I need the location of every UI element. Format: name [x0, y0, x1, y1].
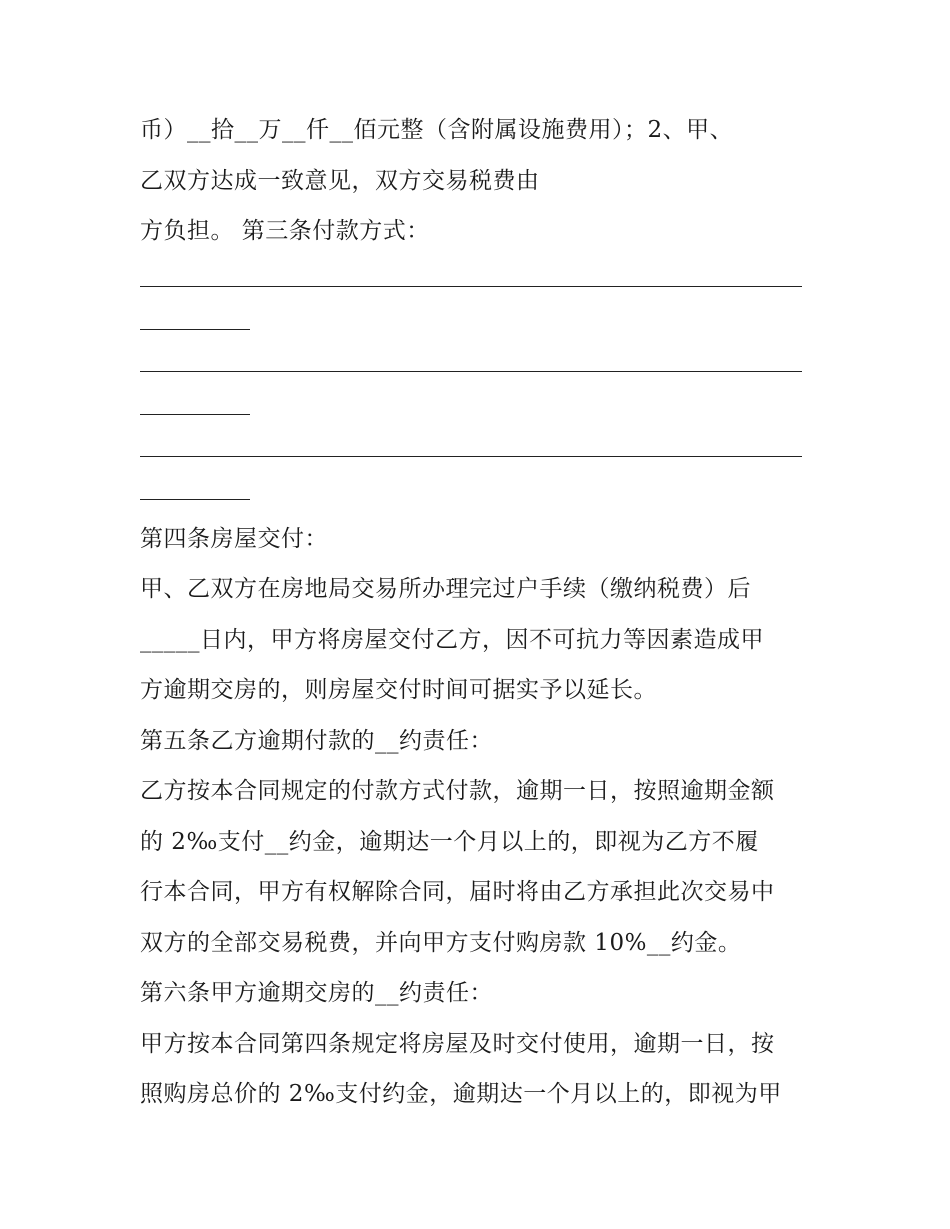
section-heading: 第六条甲方逾期交房的__约责任： — [140, 980, 493, 1006]
section-heading: 第五条乙方逾期付款的__约责任： — [140, 728, 493, 754]
text-line: 双方的全部交易税费，并向甲方支付购房款 10%__约金。 — [140, 930, 742, 956]
text-line: 方逾期交房的，则房屋交付时间可据实予以延长。 — [140, 677, 657, 703]
text-line: 币）__拾__万__仟__佰元整（含附属设施费用）；2、甲、 — [140, 117, 734, 143]
blank-line — [140, 414, 250, 415]
text-line: 方负担。 第三条付款方式： — [140, 218, 430, 244]
text-line: 的 2‰支付__约金，逾期达一个月以上的，即视为乙方不履 — [140, 829, 759, 855]
blank-line — [140, 499, 250, 500]
text-line: 乙方按本合同规定的付款方式付款，逾期一日，按照逾期金额 — [140, 778, 775, 804]
section-heading: 第四条房屋交付： — [140, 526, 328, 552]
text-line: 甲、乙双方在房地局交易所办理完过户手续（缴纳税费）后 — [140, 576, 751, 602]
blank-line — [140, 286, 802, 287]
text-line: 照购房总价的 2‰支付约金，逾期达一个月以上的，即视为甲 — [140, 1081, 782, 1107]
blank-line — [140, 329, 250, 330]
text-line: 甲方按本合同第四条规定将房屋及时交付使用，逾期一日，按 — [140, 1031, 775, 1057]
blank-line — [140, 371, 802, 372]
text-line: 乙双方达成一致意见，双方交易税费由 — [140, 168, 540, 194]
text-line: 行本合同，甲方有权解除合同，届时将由乙方承担此次交易中 — [140, 879, 775, 905]
text-line: _____日内，甲方将房屋交付乙方，因不可抗力等因素造成甲 — [140, 627, 764, 653]
blank-line — [140, 456, 802, 457]
